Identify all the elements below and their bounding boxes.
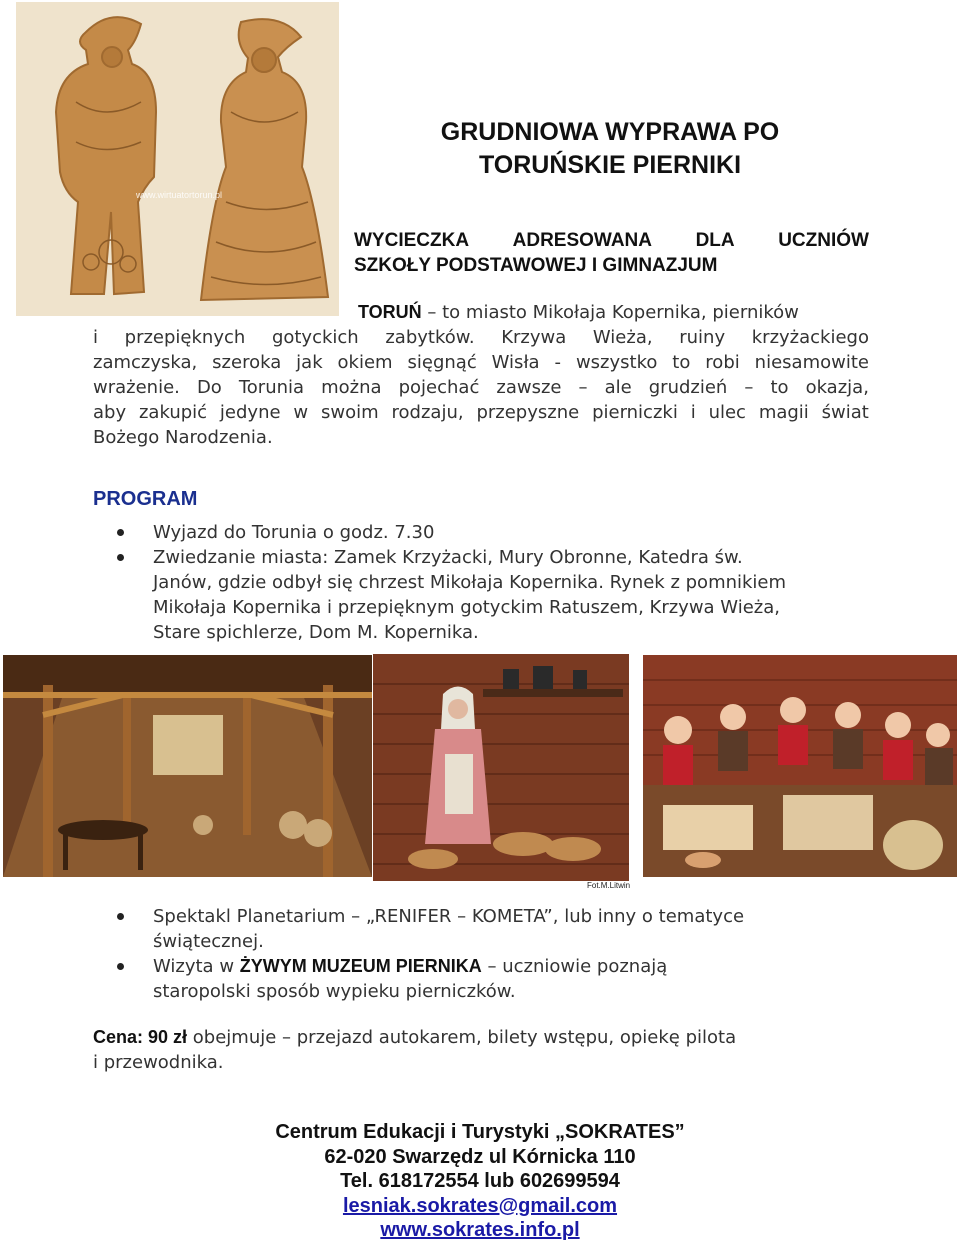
children-baking-photo [643, 655, 957, 877]
price-text: obejmuje – przejazd autokarem, bilety wstępu, opiekę pilota [187, 1027, 737, 1048]
intro-word: Torunia [238, 377, 305, 398]
list-item [114, 520, 874, 545]
title-line-1: GRUDNIOWA WYPRAWA PO [440, 118, 780, 146]
intro-city: TORUŃ [358, 302, 422, 322]
intro-word: robi [705, 352, 740, 373]
intro-word: i [690, 402, 696, 423]
contact-footer [160, 1120, 800, 1243]
intro-word: – [578, 377, 588, 398]
list-item [114, 954, 874, 1004]
intro-word: pojechać [398, 377, 480, 398]
intro-word: grudzień [648, 377, 728, 398]
list-item-text: staropolski sposób wypieku pierniczków. [153, 981, 516, 1002]
intro-word: krzyżackiego [751, 327, 869, 348]
intro-word: - [554, 352, 562, 373]
intro-word: zamczyska, [93, 352, 198, 373]
intro-word: to [672, 352, 691, 373]
intro-word: sięgnąć [407, 352, 477, 373]
intro-line-2 [93, 325, 869, 351]
intro-text: – to miasto Mikołaja Kopernika, pierników [421, 302, 799, 323]
list-item-text: świątecznej. [153, 931, 264, 952]
subtitle-word: ADRESOWANA [512, 230, 652, 251]
bullet-icon [117, 529, 124, 536]
intro-word: świat [821, 402, 869, 423]
intro-word: jedyne [219, 402, 281, 423]
subtitle-line-2: SZKOŁY PODSTAWOWEJ I GIMNAZJUM [354, 255, 718, 276]
list-item-text: Mikołaja Kopernika i przepięknym gotyckim Ratuszem, Krzywa Wieża, [153, 597, 780, 618]
page-title [360, 116, 860, 182]
intro-line-1 [358, 300, 869, 326]
intro-word: Wieża, [592, 327, 653, 348]
bullet-icon [117, 554, 124, 561]
photo-credit: Fot.M.Litwin [587, 881, 631, 890]
intro-word: wrażenie. [93, 377, 180, 398]
program-heading: PROGRAM [93, 488, 198, 510]
list-item [114, 545, 874, 645]
subtitle-word: UCZNIÓW [778, 230, 869, 251]
list-item [114, 904, 874, 954]
subtitle-word: DLA [695, 230, 735, 251]
intro-line-3 [93, 350, 869, 376]
subtitle-line-1 [354, 228, 869, 253]
intro-word: swoim [321, 402, 379, 423]
org-phone: Tel. 618172554 lub 602699594 [340, 1170, 620, 1192]
org-address: 62-020 Swarzędz ul Kórnicka 110 [324, 1145, 636, 1168]
museum-figure-photo [373, 654, 629, 881]
intro-word: szeroka [212, 352, 282, 373]
website-link[interactable]: www.sokrates.info.pl [380, 1219, 580, 1241]
image-watermark: www.wirtuatortorun.pl [136, 190, 223, 200]
intro-word: wszystko [575, 352, 658, 373]
intro-line-4 [93, 375, 869, 401]
list-item-text: Janów, gdzie odbył się chrzest Mikołaja Kopernika. Rynek z pomnikiem [153, 572, 787, 593]
list-item-text: Stare spichlerze, Dom M. Kopernika. [153, 622, 479, 643]
intro-word: ulec [708, 402, 746, 423]
intro-word: aby [93, 402, 127, 423]
email-link[interactable]: lesniak.sokrates@gmail.com [342, 1194, 618, 1217]
intro-word: ale [604, 377, 632, 398]
intro-word: Do [196, 377, 222, 398]
list-item-prefix: Wizyta w [153, 956, 240, 977]
intro-word: magii [758, 402, 809, 423]
gingerbread-figures-image [16, 2, 339, 316]
intro-word: zakupić [138, 402, 208, 423]
intro-word: można [321, 377, 382, 398]
intro-word: Krzywa [501, 327, 567, 348]
intro-word: ruiny [679, 327, 726, 348]
intro-word: gotyckich [271, 327, 359, 348]
intro-word: jak [296, 352, 323, 373]
museum-name: ŻYWYM MUZEUM PIERNIKA [239, 956, 482, 976]
price-line-2: i przewodnika. [93, 1052, 224, 1073]
title-line-2: TORUŃSKIE PIERNIKI [478, 151, 742, 179]
granary-interior-photo [3, 655, 372, 877]
intro-word: przepięknych [124, 327, 246, 348]
subtitle [354, 228, 869, 278]
list-item-text: Wyjazd do Torunia o godz. 7.30 [153, 522, 435, 543]
intro-word: okazja, [805, 377, 869, 398]
intro-word: i [93, 327, 99, 348]
org-name: Centrum Edukacji i Turystyki „SOKRATES” [275, 1121, 685, 1143]
intro-line-6: Bożego Narodzenia. [93, 427, 273, 448]
intro-word: to [770, 377, 789, 398]
list-item-text [153, 954, 874, 979]
intro-word: zabytków. [385, 327, 475, 348]
intro-word: rodzaju, [391, 402, 464, 423]
intro-word: – [744, 377, 754, 398]
bullet-icon [117, 913, 124, 920]
intro-word: przepyszne [476, 402, 580, 423]
list-item-suffix: – uczniowie poznają [481, 956, 668, 977]
program-list-2 [114, 904, 874, 1004]
list-item-text: Spektakl Planetarium – „RENIFER – KOMETA”, lub inny o tematyce [153, 906, 745, 927]
intro-word: w [293, 402, 309, 423]
intro-word: Wisła [491, 352, 540, 373]
intro-word: zawsze [496, 377, 562, 398]
program-list [114, 520, 874, 645]
intro-word: niesamowite [754, 352, 869, 373]
list-item-text: Zwiedzanie miasta: Zamek Krzyżacki, Mury Obronne, Katedra św. [153, 547, 743, 568]
price-section [93, 1025, 873, 1075]
price-line-1 [93, 1025, 873, 1050]
bullet-icon [117, 963, 124, 970]
subtitle-word: WYCIECZKA [354, 230, 470, 251]
price-label: Cena: 90 zł [93, 1027, 188, 1047]
intro-word: pierniczki [592, 402, 678, 423]
intro-word: okiem [337, 352, 393, 373]
intro-line-5 [93, 400, 869, 426]
